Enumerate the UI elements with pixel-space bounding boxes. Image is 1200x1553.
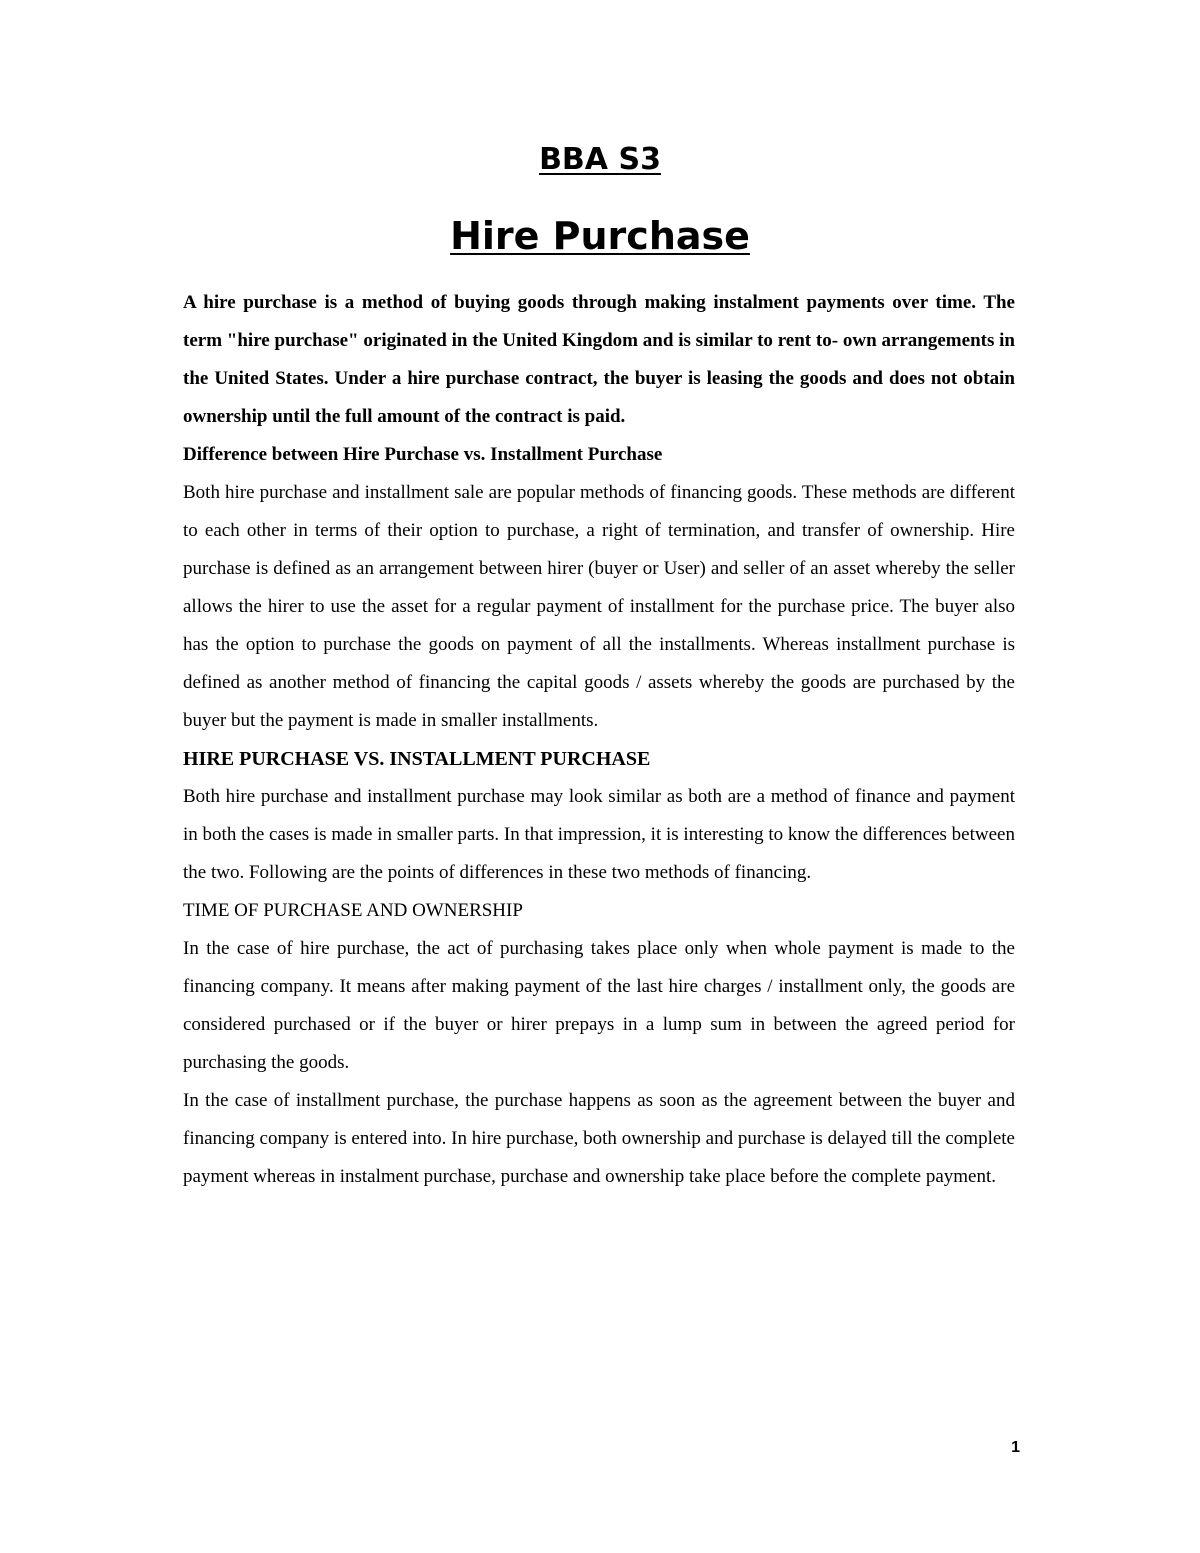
document-body [183,284,1015,1196]
intro-paragraph: A hire purchase is a method of buying goods through making instalment payments over time. The term "hire purchase" originated in the United Kingdom and is similar to rent to- own arrangements in the United States. Under a hire purchase contract, the buyer is leasing the goods and does not obtain ownership until the full amount of the contract is paid. [183,292,1015,427]
page-title-text: Hire Purchase [450,214,750,258]
section-paragraph-hire-purchase-time: In the case of hire purchase, the act of purchasing takes place only when whole payment is made to the financing company. It means after making payment of the last hire charges / installment only, the goods are considered purchased or if the buyer or hirer prepays in a lump sum in between the agreed period for purchasing the goods. [183,938,1015,1073]
page-title [0,208,1200,264]
course-title-text: BBA S3 [539,142,661,177]
section-heading-vs: HIRE PURCHASE VS. INSTALLMENT PURCHASE [183,748,651,770]
section-paragraph-installment-time: In the case of installment purchase, the purchase happens as soon as the agreement between the buyer and financing company is entered into. In hire purchase, both ownership and purchase is delayed till the complete payment whereas in instalment purchase, purchase and ownership take place before the complete payment. [183,1090,1015,1187]
section-heading-difference: Difference between Hire Purchase vs. Installment Purchase [183,444,663,465]
course-title [0,138,1200,182]
section-paragraph-difference: Both hire purchase and installment sale are popular methods of financing goods. These methods are different to each other in terms of their option to purchase, a right of termination, and transfer of ownership. Hire purchase is defined as an arrangement between hirer (buyer or User) and seller of an asset whereby the seller allows the hirer to use the asset for a regular payment of installment for the purchase price. The buyer also has the option to purchase the goods on payment of all the installments. Whereas installment purchase is defined as another method of financing the capital goods / assets whereby the goods are purchased by the buyer but the payment is made in smaller installments. [183,482,1015,731]
page-number: 1 [1011,1439,1020,1456]
section-paragraph-vs: Both hire purchase and installment purchase may look similar as both are a method of finance and payment in both the cases is made in smaller parts. In that impression, it is interesting to know the differences between the two. Following are the points of differences in these two methods of financing. [183,786,1015,883]
section-heading-time-ownership: TIME OF PURCHASE AND OWNERSHIP [183,900,523,921]
